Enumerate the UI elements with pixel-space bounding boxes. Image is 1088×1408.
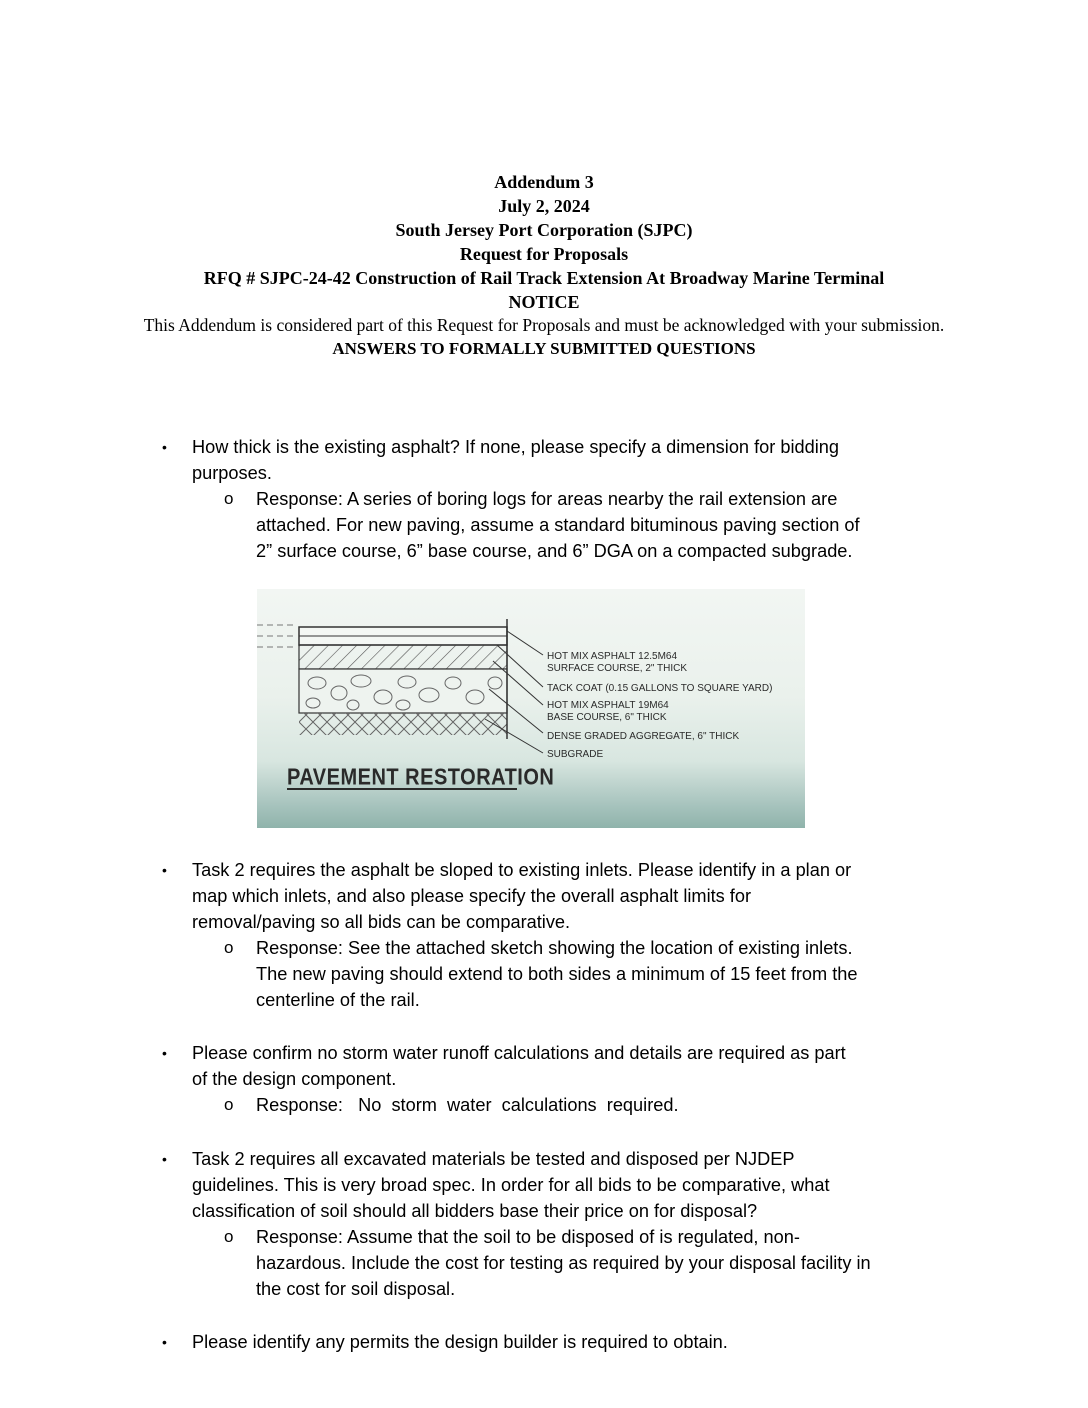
rfq-title: RFQ # SJPC-24-42 Construction of Rail Track Extension At Broadway Marine Terminal xyxy=(203,268,885,288)
figure-label: DENSE GRADED AGGREGATE, 6" THICK xyxy=(547,731,740,742)
question-text xyxy=(192,1329,962,1355)
question-text xyxy=(192,1040,962,1092)
response-text xyxy=(256,486,966,564)
response-line: The new paving should extend to both sides a minimum of 15 feet from the xyxy=(256,964,858,984)
request-type: Request for Proposals xyxy=(459,244,629,264)
addendum-number: Addendum 3 xyxy=(494,172,594,192)
pavement-section-drawing xyxy=(257,589,805,828)
question-line: classification of soil should all bidders base their price on for disposal? xyxy=(192,1201,758,1221)
response-line: Response: See the attached sketch showing the location of existing inlets. xyxy=(256,938,853,958)
question-line: Please identify any permits the design builder is required to obtain. xyxy=(192,1332,728,1352)
addendum-header xyxy=(60,170,1028,360)
sub-bullet-glyph: o xyxy=(224,1095,234,1114)
answers-heading: ANSWERS TO FORMALLY SUBMITTED QUESTIONS xyxy=(332,339,756,358)
figure-label: SURFACE COURSE, 2" THICK xyxy=(547,663,688,674)
question-line: guidelines. This is very broad spec. In order for all bids to be comparative, what xyxy=(192,1175,830,1195)
response-text xyxy=(256,1092,966,1118)
organization-name: South Jersey Port Corporation (SJPC) xyxy=(395,220,693,240)
figure-label: HOT MIX ASPHALT 19M64 xyxy=(547,700,669,711)
figure-label: SUBGRADE xyxy=(547,749,604,760)
question-line: How thick is the existing asphalt? If none, please specify a dimension for bidding xyxy=(192,437,840,457)
response-line: the cost for soil disposal. xyxy=(256,1279,456,1299)
addendum-date: July 2, 2024 xyxy=(498,196,590,216)
question-text xyxy=(192,857,962,935)
question-line: Task 2 requires all excavated materials be tested and disposed per NJDEP xyxy=(192,1149,795,1169)
bullet-glyph: • xyxy=(162,1045,167,1061)
bullet-glyph: • xyxy=(162,439,167,455)
response-line: Response: A series of boring logs for areas nearby the rail extension are xyxy=(256,489,838,509)
response-line: 2” surface course, 6” base course, and 6” DGA on a compacted subgrade. xyxy=(256,541,853,561)
question-line: purposes. xyxy=(192,463,272,483)
question-line: removal/paving so all bids can be comparative. xyxy=(192,912,571,932)
bullet-glyph: • xyxy=(162,1151,167,1167)
response-line: Response: Assume that the soil to be disposed of is regulated, non- xyxy=(256,1227,800,1247)
pavement-restoration-figure xyxy=(257,589,805,828)
question-line: Please confirm no storm water runoff calculations and details are required as part xyxy=(192,1043,846,1063)
sub-bullet-glyph: o xyxy=(224,938,234,957)
question-line: Task 2 requires the asphalt be sloped to existing inlets. Please identify in a plan or xyxy=(192,860,852,880)
figure-label: TACK COAT (0.15 GALLONS TO SQUARE YARD) xyxy=(547,683,773,694)
response-text xyxy=(256,935,966,1013)
question-text xyxy=(192,434,962,486)
figure-title: PAVEMENT RESTORATION xyxy=(287,763,555,790)
response-line: Response: No storm water calculations required. xyxy=(256,1095,679,1115)
aggregate-layer xyxy=(299,669,507,713)
sub-bullet-glyph: o xyxy=(224,489,234,508)
notice-text: This Addendum is considered part of this Request for Proposals and must be acknowledged with your submission. xyxy=(143,315,945,335)
sub-bullet-glyph: o xyxy=(224,1227,234,1246)
response-line: centerline of the rail. xyxy=(256,990,420,1010)
response-line: hazardous. Include the cost for testing as required by your disposal facility in xyxy=(256,1253,871,1273)
question-line: map which inlets, and also please specify the overall asphalt limits for xyxy=(192,886,752,906)
base-course-layer xyxy=(299,645,507,669)
bullet-glyph: • xyxy=(162,1334,167,1350)
question-text xyxy=(192,1146,962,1224)
response-text xyxy=(256,1224,966,1302)
figure-label: HOT MIX ASPHALT 12.5M64 xyxy=(547,651,678,662)
question-line: of the design component. xyxy=(192,1069,397,1089)
response-line: attached. For new paving, assume a standard bituminous paving section of xyxy=(256,515,860,535)
subgrade-layer xyxy=(299,713,507,735)
figure-label: BASE COURSE, 6" THICK xyxy=(547,712,667,723)
notice-heading: NOTICE xyxy=(508,292,580,312)
bullet-glyph: • xyxy=(162,862,167,878)
